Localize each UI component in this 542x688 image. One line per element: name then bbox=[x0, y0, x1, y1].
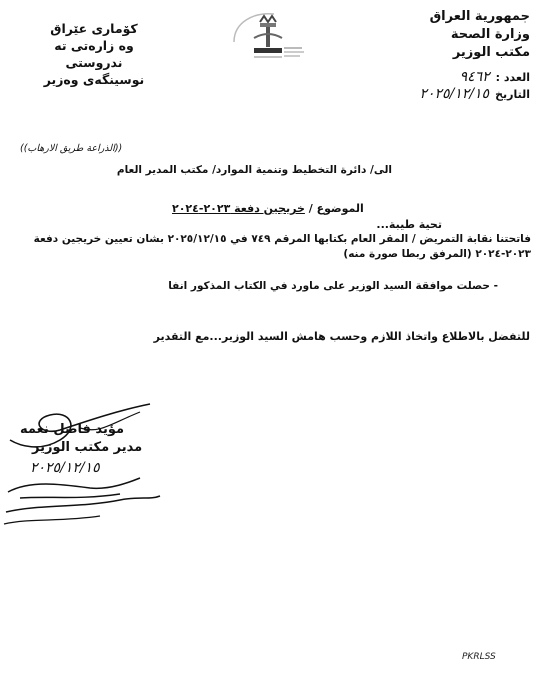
footer-code: PKRLSS bbox=[462, 652, 496, 662]
subject-text: خريجين دفعة ٢٠٢٣-٢٠٢٤ bbox=[172, 202, 305, 215]
signature-date: ٢٠٢٥/١٢/١٥ bbox=[30, 460, 100, 476]
bullet-dash: - bbox=[489, 280, 498, 292]
body-paragraph: فاتحتنا نقابة التمريض / المقر العام بكتابها المرقم ٧٤٩ في ٢٠٢٥/١٢/١٥ بشان تعيين خريجين دفعة ٢٠٢٣-٢٠٢٤ (المرفق ربطا صورة منه) bbox=[33, 233, 531, 260]
approval-bullet bbox=[106, 280, 498, 292]
recipient-line: الى/ دائرة التخطيط وتنمية الموارد/ مكتب المدير العام bbox=[116, 164, 392, 176]
subject-line bbox=[172, 202, 364, 215]
greeting: تحية طيبة... bbox=[376, 218, 442, 231]
number-value: ٩٤٦٢ bbox=[459, 69, 490, 85]
date-value: ٢٠٢٥/١٢/١٥ bbox=[419, 86, 490, 102]
subject-label: الموضوع / bbox=[308, 202, 364, 215]
reference-block bbox=[380, 70, 530, 102]
letterhead-line: جمهورية العراق bbox=[429, 9, 530, 24]
letterhead-line: وزارة الصحة bbox=[450, 27, 530, 42]
bullet-text: حصلت موافقة السيد الوزير على ماورد في الكتاب المذكور انفا bbox=[168, 280, 490, 292]
letterhead-line: نوسینگەی وەزیر bbox=[43, 72, 145, 87]
arabic-letterhead bbox=[390, 8, 530, 62]
signatory-title: مدير مكتب الوزير bbox=[32, 440, 143, 455]
letterhead-line: وه زارەتی تە ندروستی bbox=[54, 38, 134, 70]
kurdish-letterhead bbox=[24, 20, 164, 88]
header-note: ((الذراعة طريق الارهاب)) bbox=[20, 143, 123, 154]
number-label: العدد : bbox=[495, 71, 530, 84]
date-label: التاريخ bbox=[495, 88, 530, 101]
ministry-logo-icon bbox=[224, 8, 310, 72]
letterhead-line: كۆماری عێراق bbox=[50, 21, 138, 36]
closing-line: للتفضل بالاطلاع واتخاذ اللازم وحسب هامش السيد الوزير...مع التقدير bbox=[153, 330, 530, 343]
signatory-name: مؤيد فاضل نعمه bbox=[20, 422, 125, 437]
letterhead-line: مكتب الوزير bbox=[452, 45, 530, 60]
